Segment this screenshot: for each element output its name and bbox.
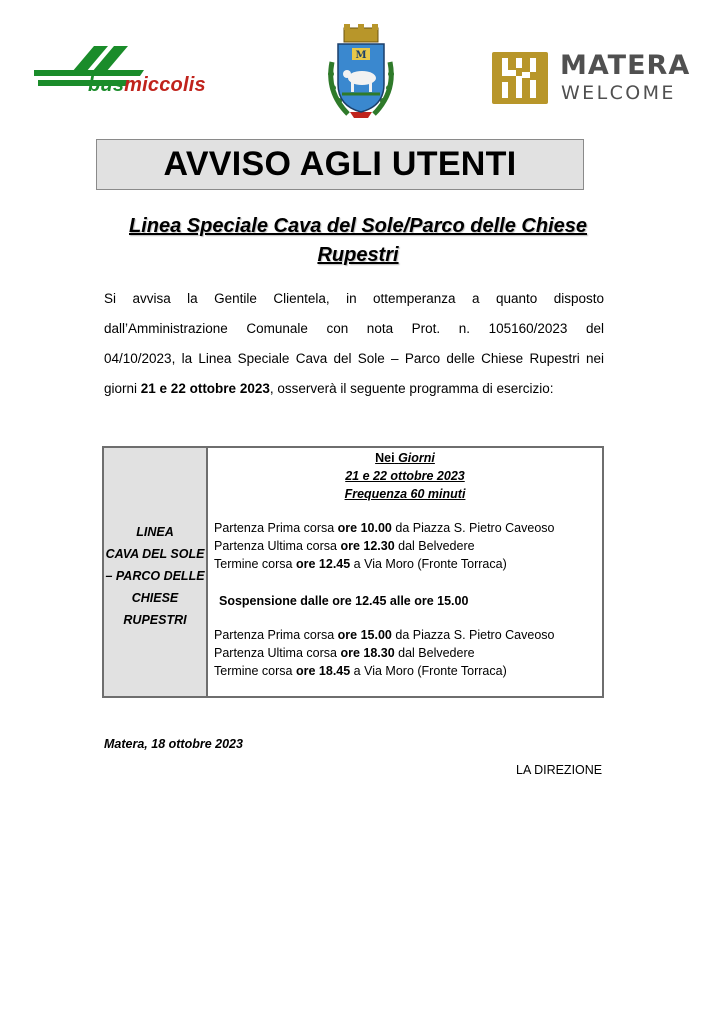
row-pre: Termine corsa xyxy=(214,557,296,571)
line-subtitle xyxy=(100,212,616,270)
subtitle-line-1: Linea Speciale Cava del Sole/Parco delle Chiese xyxy=(129,215,587,237)
suspension-notice: Sospensione dalle ore 12.45 alle ore 15.00 xyxy=(219,594,469,608)
schedule-cell xyxy=(208,448,602,696)
row-time: ore 15.00 xyxy=(337,628,392,642)
page-title: AVVISO AGLI UTENTI xyxy=(163,145,517,183)
dates-header: 21 e 22 ottobre 2023 xyxy=(345,469,465,483)
row-post: da Piazza S. Pietro Caveoso xyxy=(391,628,555,642)
row-time: ore 10.00 xyxy=(337,521,392,535)
frequency-header: Frequenza 60 minuti xyxy=(344,487,466,501)
notice-date: Matera, 18 ottobre 2023 xyxy=(104,737,243,751)
row-pre: Termine corsa xyxy=(214,664,296,678)
line-name-cell xyxy=(104,448,208,696)
row-post: dal Belvedere xyxy=(394,646,475,660)
matera-mark-icon xyxy=(492,52,552,106)
row-post: a Via Moro (Fronte Torraca) xyxy=(350,664,507,678)
intro-line-4-post: , osserverà il seguente programma di esercizio: xyxy=(269,381,554,396)
schedule-row xyxy=(214,628,554,642)
days-header-giorni: Giorni xyxy=(398,451,435,465)
row-time: ore 18.30 xyxy=(340,646,395,660)
row-post: dal Belvedere xyxy=(394,539,475,553)
bus-word: bus xyxy=(88,74,125,96)
svg-text:M: M xyxy=(355,50,367,61)
days-header-nei: Nei xyxy=(375,451,395,465)
row-pre: Partenza Ultima corsa xyxy=(214,646,341,660)
row-pre: Partenza Prima corsa xyxy=(214,628,338,642)
schedule-row xyxy=(214,521,554,535)
row-post: da Piazza S. Pietro Caveoso xyxy=(391,521,555,535)
row-pre: Partenza Prima corsa xyxy=(214,521,338,535)
matera-wordmark: MATERA xyxy=(560,50,691,81)
signature: LA DIREZIONE xyxy=(516,763,603,777)
days-header xyxy=(208,451,602,465)
row-time: ore 12.45 xyxy=(295,557,351,571)
row-post: a Via Moro (Fronte Torraca) xyxy=(350,557,507,571)
schedule-row xyxy=(214,557,507,571)
welcome-wordmark: WELCOME xyxy=(561,82,676,104)
matera-welcome-logo xyxy=(492,50,692,106)
line-name-label xyxy=(104,521,206,631)
notice-title-box xyxy=(96,139,584,190)
schedule-row xyxy=(214,539,475,553)
schedule-row xyxy=(214,664,507,678)
city-crest xyxy=(322,22,400,122)
line-name-5: RUPESTRI xyxy=(123,613,187,627)
row-time: ore 12.30 xyxy=(340,539,395,553)
intro-line-4-pre: giorni xyxy=(104,381,141,396)
line-name-2: CAVA DEL SOLE xyxy=(105,547,205,561)
row-time: ore 18.45 xyxy=(295,664,351,678)
crest-icon xyxy=(322,22,400,122)
miccolis-word: miccolis xyxy=(124,74,206,96)
intro-line-2: dall’Amministrazione Comunale con nota Prot. n. 105160/2023 del xyxy=(104,321,604,336)
intro-line-4 xyxy=(104,381,604,396)
schedule-table xyxy=(102,446,604,698)
intro-line-3: 04/10/2023, la Linea Speciale Cava del Sole – Parco delle Chiese Rupestri nei xyxy=(104,351,604,366)
row-pre: Partenza Ultima corsa xyxy=(214,539,341,553)
line-name-3: – PARCO DELLE xyxy=(105,569,205,583)
line-name-4: CHIESE xyxy=(131,591,179,605)
intro-dates-bold: 21 e 22 ottobre 2023 xyxy=(140,381,270,396)
busmiccolis-logo xyxy=(34,40,266,102)
intro-line-1: Si avvisa la Gentile Clientela, in ottemperanza a quanto disposto xyxy=(104,291,604,306)
line-name-1: LINEA xyxy=(136,525,174,539)
schedule-row xyxy=(214,646,475,660)
subtitle-line-2: Rupestri xyxy=(317,244,399,266)
busmiccolis-wordmark xyxy=(88,74,206,97)
